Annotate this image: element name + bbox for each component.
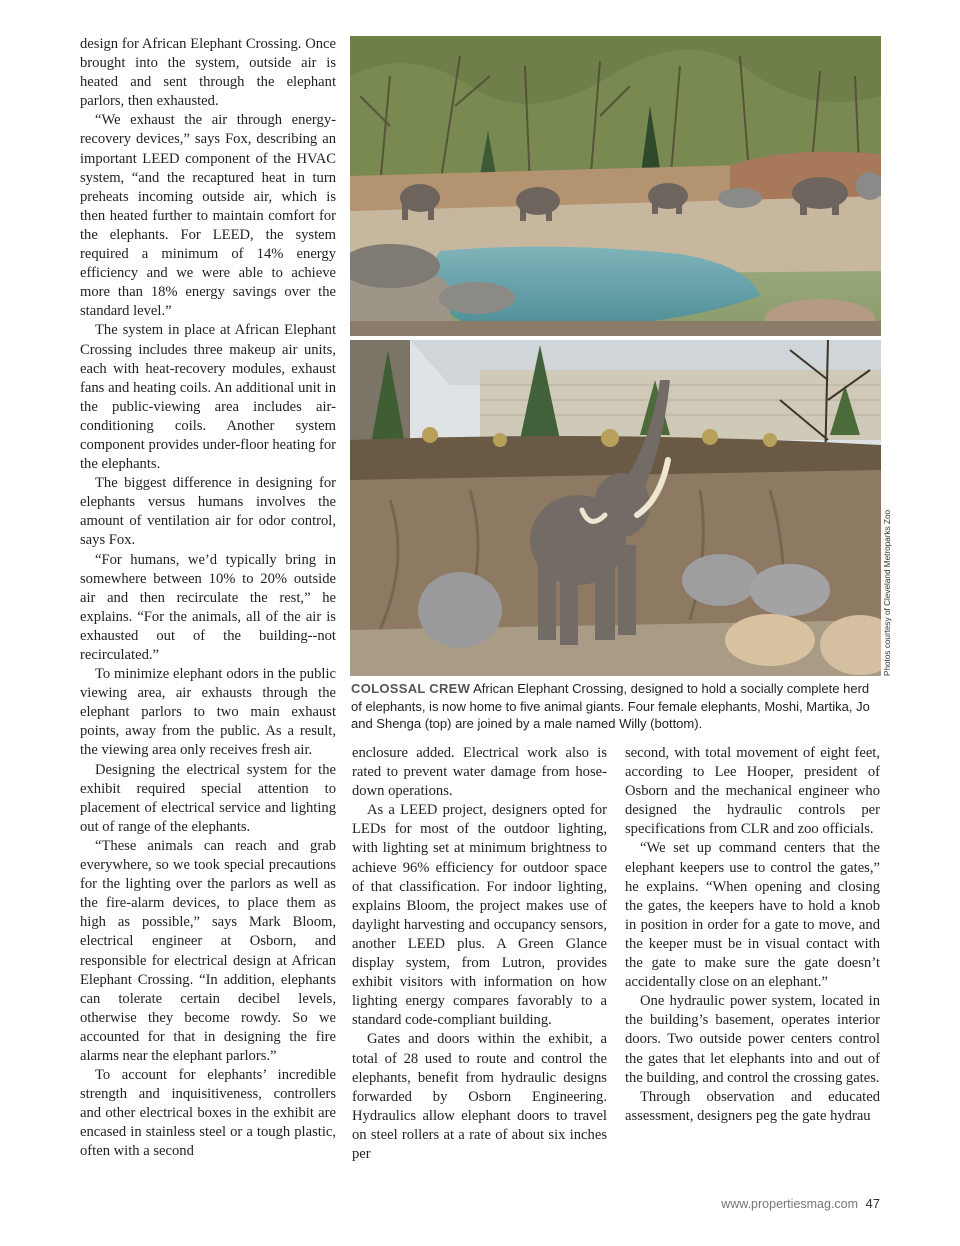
paragraph: As a LEED project, designers opted for LEDs for most of the outdoor lighting, with lighting set at minimum brightness to achieve 96% efficiency for outdoor space of that classification. For indoor lighting, explains Bloom, the project makes use of daylight harvesting and occupancy sensors, another LEED plus. A Green Glance display system, from Lutron, provides exhibit visitors with information on how lighting energy compares favorably to a standard code-compliant building.: [352, 802, 607, 1029]
paragraph: design for African Elephant Crossing. Once brought into the system, outside air is heated and sent through the elephant parlors, then exhausted.: [80, 36, 336, 110]
paragraph: “We set up command centers that the elephant keepers use to control the gates,” he explains. “When opening and closing the gates, the keepers have to hold a knob in position in order for a gate to move, and the keeper must be in visual contact with the gate to make sure the gate doesn’t accidentally close on an elephant.”: [625, 840, 880, 991]
photo-caption: [351, 680, 883, 733]
paragraph: The biggest difference in designing for elephants versus humans involves the amount of ventilation air for odor control, says Fox.: [80, 475, 336, 549]
photo-credit: Photos courtesy of Cleveland Metroparks Zoo: [883, 509, 892, 676]
caption-headline: COLOSSAL CREW: [351, 681, 471, 696]
paragraph: To account for elephants’ incredible strength and inquisitiveness, controllers and other electrical boxes in the exhibit are encased in stainless steel or a tough plastic, often with a second: [80, 1067, 336, 1160]
elephant-herd-photo: [350, 36, 881, 336]
paragraph: enclosure added. Electrical work also is rated to prevent water damage from hose-down operations.: [352, 745, 607, 800]
paragraph: Through observation and educated assessment, designers peg the gate hydrau: [625, 1088, 880, 1124]
article-column-1: [80, 35, 336, 1162]
paragraph: “For humans, we’d typically bring in somewhere between 10% to 20% outside air and then recirculate the rest,” he explains. “For the animals, all of the air is exhausted out of the building--not recirculated.”: [80, 551, 336, 663]
male-elephant-photo: [350, 340, 881, 676]
paragraph: “We exhaust the air through energyrecovery devices,” says Fox, describing an important LEED component of the HVAC system, “and the recaptured heat in turn preheats incoming outside air, which is then heated further to maintain comfort for the elephants. For LEED, the system required a minimum of 14% energy efficiency and we were able to achieve more than 18% energy savings over the standard level.”: [80, 112, 336, 320]
paragraph: The system in place at African Elephant Crossing includes three makeup air units, each with heat-recovery modules, exhaust fans and heating coils. An additional unit in the public-viewing area includes air-conditioning coils. Another system component provides under-floor heating for the elephants.: [80, 322, 336, 473]
article-column-2: [352, 744, 607, 1164]
page-number: 47: [865, 1196, 880, 1211]
caption-text: African Elephant Crossing, designed to hold a socially complete herd of elephants, is now home to five animal giants. Four female elephants, Moshi, Martika, Jo and Shenga (top) are joined by a male named Willy (bottom).: [351, 681, 870, 731]
paragraph: Gates and doors within the exhibit, a total of 28 used to route and control the elephants, benefit from hydraulic designs forwarded by Osborn Engineering. Hydraulics allow elephant doors to travel on steel rollers at a rate of about six inches per: [352, 1031, 607, 1162]
paragraph: Designing the electrical system for the exhibit required special attention to placement of electrical service and lighting out of range of the elephants.: [80, 761, 336, 835]
paragraph: To minimize elephant odors in the public viewing area, air exhausts through the elephant parlors to two main exhaust points, away from the public. As a result, the viewing area only receives fresh air.: [80, 666, 336, 759]
website-url[interactable]: www.propertiesmag.com: [721, 1197, 859, 1211]
article-column-3: [625, 744, 880, 1126]
paragraph: second, with total movement of eight feet, according to Lee Hooper, president of Osborn and the mechanical engineer who designed the hydraulic controls per specifications from CLR and zoo officials.: [625, 745, 880, 838]
paragraph: “These animals can reach and grab everywhere, so we took special precautions for the lighting over the parlors as well as the fire-alarm devices, to place them as high as possible,” says Mark Bloom, electrical engineer at Osborn, and responsible for electrical design at African Elephant Crossing. “In addition, elephants can tolerate certain decibel levels, otherwise they become rowdy. So we accounted for that in designing the fire alarms near the elephant parlors.”: [80, 837, 336, 1064]
paragraph: One hydraulic power system, located in the building’s basement, operates interior doors. Two outside power centers control the gates that let elephants into and out of the building, and control the crossing gates.: [625, 993, 880, 1086]
page-footer: [721, 1196, 880, 1211]
